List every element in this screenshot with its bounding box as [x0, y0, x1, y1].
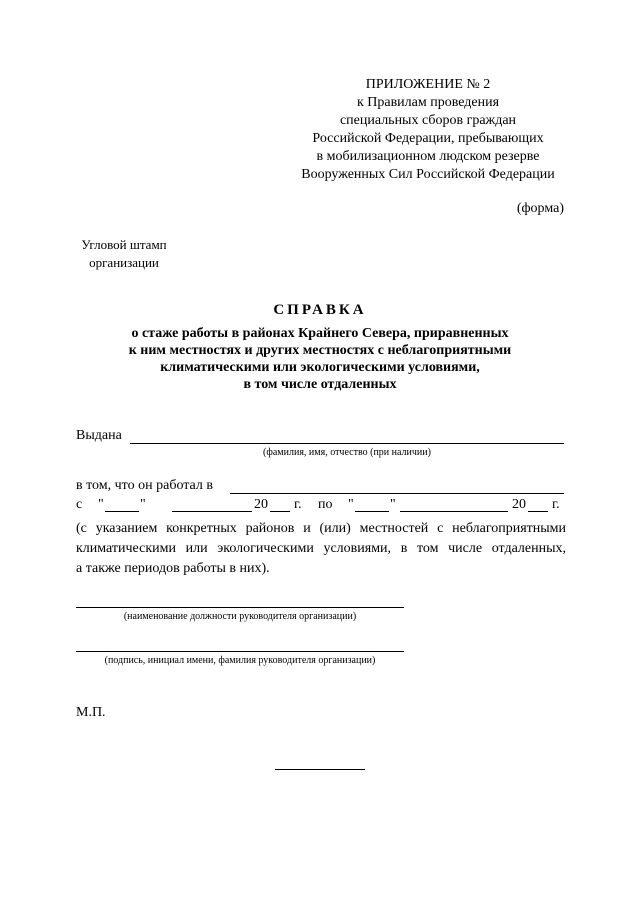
quote-mark: " [348, 497, 354, 512]
period-from-label: с [76, 497, 83, 512]
from-day-field[interactable] [105, 511, 139, 512]
to-year-field[interactable] [528, 511, 548, 512]
issued-label: Выдана [76, 428, 122, 443]
bottom-divider [275, 769, 365, 770]
to-month-field[interactable] [400, 511, 508, 512]
seal-label: М.П. [76, 705, 106, 720]
note-line: (с указанием конкретных районов и (или) местностей с неблагоприятными [76, 521, 566, 536]
note-line: а также периодов работы в них). [76, 561, 270, 576]
period-to-label: по [318, 497, 333, 512]
quote-mark: " [98, 497, 104, 512]
year-suffix: г. [552, 497, 560, 512]
stamp-line: Угловой штамп [81, 237, 167, 252]
appendix-line: в мобилизационном людском резерве [316, 149, 540, 164]
worked-label: в том, что он работал в [76, 478, 213, 493]
subtitle-line: к ним местностях и других местностях с неблагоприятными [128, 343, 512, 358]
year-suffix: г. [294, 497, 302, 512]
worked-organization-field[interactable] [230, 493, 564, 494]
to-day-field[interactable] [355, 511, 389, 512]
year-prefix: 20 [512, 497, 526, 512]
stamp-line: организации [89, 255, 159, 270]
subtitle-line: климатическими или экологическими условиями, [160, 360, 480, 375]
corner-stamp-placeholder [58, 236, 190, 272]
note-line: климатическими или экологическими условиями, в том числе отдаленных, [76, 541, 566, 556]
document-subtitle [60, 325, 580, 393]
signature-caption: (подпись, инициал имени, фамилия руководителя организации) [104, 655, 376, 666]
appendix-line: Российской Федерации, пребывающих [312, 131, 544, 146]
head-position-caption: (наименование должности руководителя организации) [123, 611, 357, 622]
quote-mark: " [390, 497, 396, 512]
from-month-field[interactable] [172, 511, 252, 512]
issued-name-field[interactable] [130, 443, 564, 444]
year-prefix: 20 [254, 497, 268, 512]
from-year-field[interactable] [270, 511, 290, 512]
document-title: СПРАВКА [273, 302, 367, 318]
quote-mark: " [140, 497, 146, 512]
subtitle-line: в том числе отдаленных [243, 377, 397, 392]
head-position-field[interactable] [76, 607, 404, 608]
appendix-title: ПРИЛОЖЕНИЕ № 2 [365, 77, 491, 92]
appendix-line: специальных сборов граждан [339, 113, 517, 128]
form-label: (форма) [516, 201, 564, 216]
explanatory-note [76, 519, 566, 579]
signature-field[interactable] [76, 651, 404, 652]
issued-caption: (фамилия, имя, отчество (при наличии) [263, 447, 431, 458]
appendix-header [280, 76, 576, 184]
subtitle-line: о стаже работы в районах Крайнего Севера, приравненных [131, 326, 509, 341]
appendix-line: к Правилам проведения [356, 95, 500, 110]
appendix-line: Вооруженных Сил Российской Федерации [301, 167, 555, 182]
